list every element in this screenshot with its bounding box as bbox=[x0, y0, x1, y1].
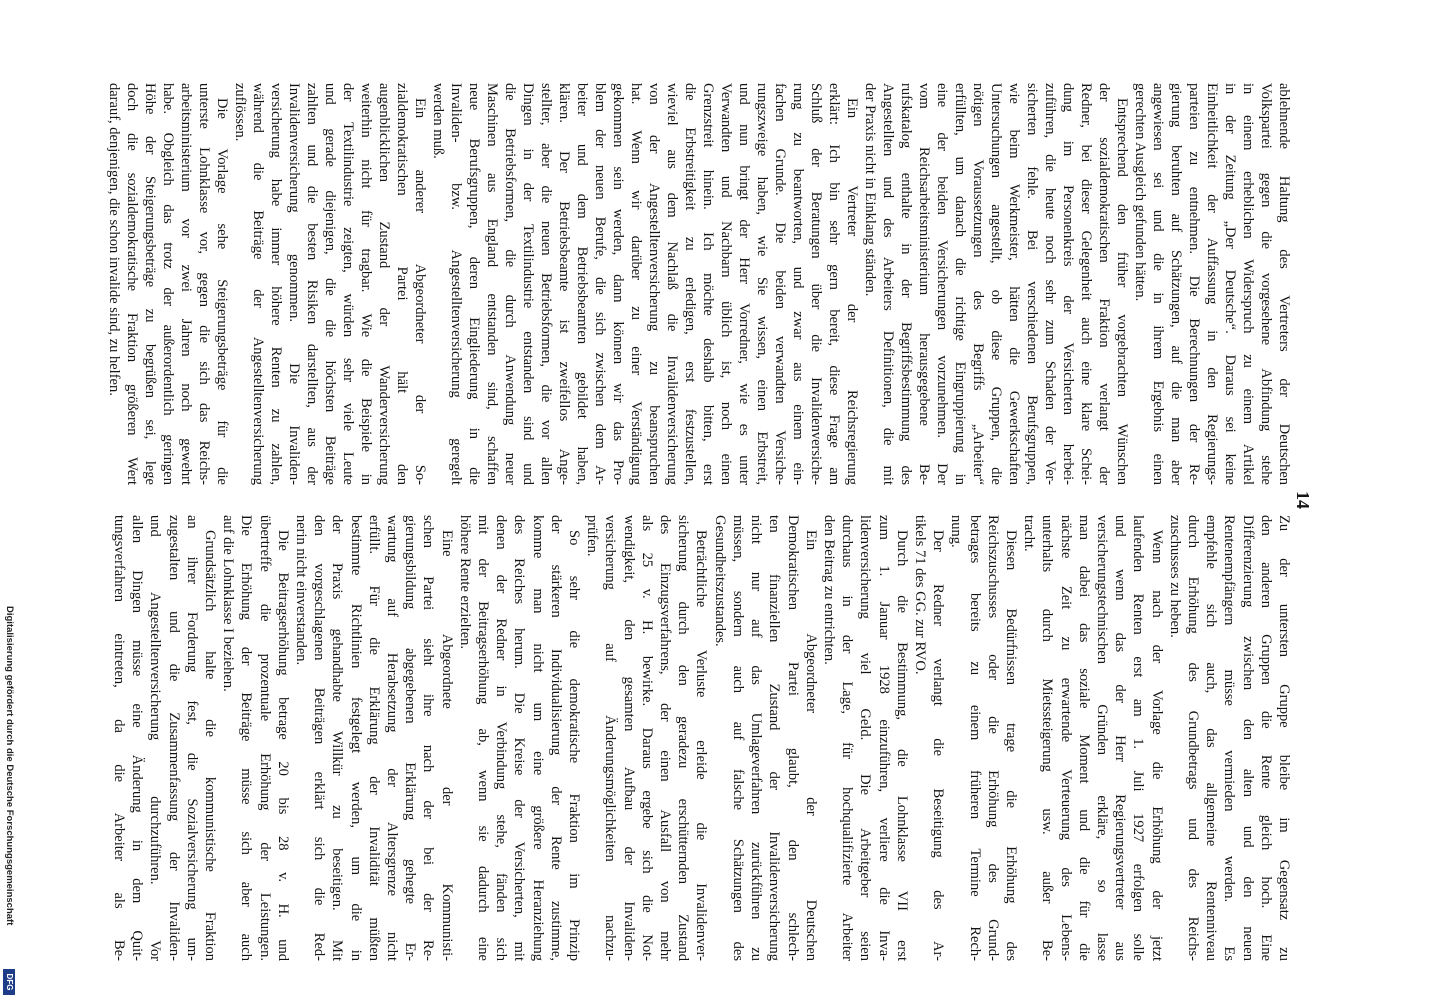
text-line: nerin nicht einverstanden. bbox=[293, 515, 310, 666]
text-line: während die Beiträge der Angestelltenversicherung bbox=[250, 83, 266, 485]
text-line: höhere Rente erzielten. bbox=[456, 515, 473, 650]
text-line: blem der neuen Berufe, die sich zwischen dem Ar- bbox=[592, 83, 608, 485]
text-line: rungszweige haben, wie Sie wissen, einen Erbstreit, bbox=[754, 83, 770, 485]
text-line: Invalidenversicherung genommen. Die Invaliden- bbox=[286, 83, 302, 485]
text-line: Ein Vertreter der Reichsregierung bbox=[844, 98, 860, 485]
text-line: Durch die Bestimmung, die Lohnklasse VII erst bbox=[893, 530, 910, 961]
text-line: fachen Grunde. Die beiden verwandten Versiche- bbox=[772, 83, 788, 485]
text-line: Die Beitragserhöhung betrage 20 bis 28 v. H. und bbox=[274, 530, 291, 961]
dfg-logo bbox=[3, 969, 15, 995]
text-line: Verwandten und Nachbarn üblich ist, noch einen bbox=[718, 83, 734, 485]
text-line: rufskatalog enthalte in der Begriffsbestimmung des bbox=[898, 83, 914, 485]
text-line: wie beim Werkmeister, hätten die Gewerkschaften bbox=[1006, 83, 1022, 485]
text-line: eine der beiden Versicherungen vorzunehmen. Der bbox=[934, 83, 950, 485]
text-line: zugestalten und die Zusammenfassung der Invaliden- bbox=[165, 515, 182, 961]
text-line: auf die Lohnklasse I beziehen. bbox=[220, 515, 237, 692]
text-line: sicherten fehle. Bei verschiedenen Berufsgruppen, bbox=[1024, 83, 1040, 485]
text-line: der stärkeren Individualisierung der Rente zustimme, bbox=[547, 515, 564, 961]
paragraph bbox=[219, 515, 292, 961]
text-line: werden muß. bbox=[430, 83, 446, 159]
text-line: zum 1. Januar 1928 einzuführen, verliere die Inva- bbox=[875, 515, 892, 961]
text-line: erfüllt. Für die Erklärung der Invalidität müßten bbox=[365, 515, 382, 961]
text-line: Rentenempfängern müsse vermieden werden. Es bbox=[1221, 515, 1238, 961]
text-line: der Praxis gehandhabte Willkür zu beseitigen. Mit bbox=[329, 515, 346, 961]
text-line: Höhe der Steigerungsbeträge zu begrüßen sei, lege bbox=[142, 83, 158, 485]
paragraph bbox=[105, 83, 231, 485]
text-line: Redner, bei dieser Gelegenheit auch eine klare Schei- bbox=[1078, 83, 1094, 485]
text-line: zuschusses zu heben. bbox=[1166, 515, 1183, 638]
text-line: Demokratischen Partei glaubt, den schlech- bbox=[784, 515, 801, 961]
text-line: Volkspartei gegen die vorgesehene Abfindung stehe bbox=[1258, 83, 1274, 485]
text-line: nung. bbox=[948, 515, 965, 548]
text-line: lidenversicherung viel Geld. Die Arbeitgeber seien bbox=[857, 515, 874, 961]
text-line: ablehnende Haltung des Vertreters der Deutschen bbox=[1276, 83, 1292, 485]
digitization-credit: Digitalisierung gefördert durch die Deutsche Forschungsgemeinschaft bbox=[4, 606, 15, 926]
text-line: Diesen Bedürfnissen trage die Erhöhung des bbox=[1002, 530, 1019, 961]
paragraph bbox=[711, 515, 820, 961]
page-number: 14 bbox=[1293, 491, 1313, 509]
text-line: angewiesen sei und die in ihrem Ergebnis einen bbox=[1150, 83, 1166, 485]
text-line: Die Vorlage sehe Steigerungsbeträge für die bbox=[214, 98, 230, 485]
text-line: nötigen Voraussetzungen des Begriffs „Arbeiter“ bbox=[970, 83, 986, 485]
text-line: und gerade diejenigen, die die höchsten Beiträge bbox=[322, 83, 338, 485]
text-line: Zu der untersten Gruppe bleibe im Gegensatz zu bbox=[1276, 515, 1292, 961]
paragraph bbox=[1020, 515, 1166, 961]
text-line: durchaus in der Lage, für hochqualifizierte Arbeiter bbox=[839, 515, 856, 961]
text-line: So sehr die demokratische Fraktion im Prinzip bbox=[566, 530, 583, 961]
text-line: gerechten Ausgleich gefunden hätten. bbox=[1132, 83, 1148, 302]
text-line: Dingen in der Textilindustrie entstanden sind und bbox=[520, 83, 536, 485]
text-line: Reichszuschusses oder die Erhöhung des Grund- bbox=[984, 515, 1001, 961]
text-line: tikels 71 des GG. zur RVO. bbox=[911, 515, 928, 675]
paragraph bbox=[1131, 83, 1293, 485]
text-line: müssen, sondern auch auf falsche Schätzungen des bbox=[729, 515, 746, 961]
text-line: sicherung durch den geradezu erschütternden Zustand bbox=[675, 515, 692, 961]
text-line: Schluß der Beratungen über die Invalidenversiche- bbox=[808, 83, 824, 485]
text-line: des Reiches herum. Die Kreise der Versicherten, mit bbox=[511, 515, 528, 961]
text-line: Untersuchungen angestellt, ob diese Gruppen, die bbox=[988, 83, 1004, 485]
text-line: versicherung auf Änderungsmöglichkeiten nachzu- bbox=[602, 515, 619, 961]
text-line: wartung auf Herabsetzung der Altersgrenze nicht bbox=[384, 515, 401, 961]
text-line: der sozialdemokratischen Fraktion verlangt der bbox=[1096, 83, 1112, 485]
text-line: tungsverfahren eintreten, da die Arbeiter als Be- bbox=[111, 515, 127, 961]
paragraph bbox=[861, 83, 1131, 485]
text-line: zahlten und die besten Risiken darstellten, aus der bbox=[304, 83, 320, 485]
text-line: mit der Beitragserhöhung ab, wenn sie dadurch eine bbox=[475, 515, 492, 961]
text-line: des Einzugsverfahrens, der einen Ausfall von mehr bbox=[657, 515, 674, 961]
text-line: ten finanziellen Zustand der Invalidenversicherung bbox=[766, 515, 783, 961]
text-line: versicherungstechnischen Gründen erkläre, so lasse bbox=[1093, 515, 1110, 961]
text-line: durch Erhöhung des Grundbetrags und des Reichs- bbox=[1184, 515, 1201, 961]
text-line: der Textilindustrie zeigten, würden sehr viele Leute bbox=[340, 83, 356, 485]
paragraph bbox=[820, 515, 911, 961]
text-line: komme man nicht um eine größere Heranziehung bbox=[529, 515, 546, 961]
text-line: den Beitrag zu entrichten. bbox=[820, 515, 837, 665]
text-line: wieviel aus dem Nachlaß die Invalidenversicherung bbox=[664, 83, 680, 485]
text-line: der Praxis nicht in Einklang ständen. bbox=[862, 83, 878, 297]
text-line: laufenden Renten erst am 1. Juli 1927 erfolgen solle bbox=[1130, 515, 1147, 961]
text-line: klären. Der Betriebsbeamte ist zweifellos Ange- bbox=[556, 83, 572, 485]
text-line: gierung beruhten auf Schätzungen, auf die man aber bbox=[1168, 83, 1184, 485]
text-line: Wenn nach der Vorlage die Erhöhung der jetzt bbox=[1148, 530, 1165, 961]
text-line: zialdemokratischen Partei hält den bbox=[394, 83, 410, 485]
text-line: parteien zu entnehmen. Die Berechnungen der Re- bbox=[1186, 83, 1202, 485]
text-line: und Angestelltenversicherung durchzuführen. Vor bbox=[147, 515, 164, 961]
text-column-left bbox=[105, 83, 1293, 485]
text-line: als 25 v. H. bewirke. Daraus ergebe sich die Not- bbox=[638, 515, 655, 961]
text-line: schen Partei sieht ihre nach der bei der Re- bbox=[420, 515, 437, 961]
text-line: tracht. bbox=[1021, 515, 1038, 552]
text-line: hat. Wenn wir darüber zu einer Verständigung bbox=[628, 83, 644, 485]
dfg-logo-text: DFG bbox=[5, 973, 14, 991]
text-line: erklärt: Ich bin sehr gern bereit, diese Frage am bbox=[826, 83, 842, 485]
text-line: prüfen. bbox=[584, 515, 601, 557]
text-line: und nun bringt der Herr Vorredner, wie es unter bbox=[736, 83, 752, 485]
text-line: gierungsbildung abgegebenen Erklärung gehegte Er- bbox=[402, 515, 419, 961]
text-line: allen Dingen müsse eine Änderung in dem Quit- bbox=[129, 515, 146, 961]
paragraph bbox=[583, 515, 710, 961]
text-line: in einem erheblichen Widerspruch zu einem Artikel bbox=[1240, 83, 1256, 485]
paragraph bbox=[1166, 515, 1293, 961]
text-line: von der Angestelltenversicherung zu beanspruchen bbox=[646, 83, 662, 485]
text-line: zuführen, die heute noch sehr zum Schaden der Ver- bbox=[1042, 83, 1058, 485]
text-line: bestimmte Richtlinien festgelegt werden, um die in bbox=[347, 515, 364, 961]
text-line: Der Redner verlangt die Beseitigung des Ar- bbox=[930, 530, 947, 961]
text-line: den vorgeschlagenen Beiträgen erklärt sich die Red- bbox=[311, 515, 328, 961]
text-line: Maschinen aus England entstanden sind, schaffen bbox=[484, 83, 500, 485]
text-line: Entsprechend den früher vorgebrachten Wünschen bbox=[1114, 98, 1130, 485]
text-line: Invaliden- bzw. Angestelltenversicherung geregelt bbox=[448, 83, 464, 485]
text-line: rung zu beantworten, und zwar aus einem ein- bbox=[790, 83, 806, 485]
paragraph bbox=[911, 515, 947, 961]
text-line: Ein anderer Abgeordneter der So- bbox=[412, 98, 428, 485]
text-line: neue Berufsgruppen, deren Eingliederung in die bbox=[466, 83, 482, 485]
text-line: erfüllten, um danach die richtige Eingruppierung in bbox=[952, 83, 968, 485]
text-line: denen der Redner in Verbindung stehe, fänden sich bbox=[493, 515, 510, 961]
text-line: unterste Lohnklasse vor, gegen die sich das Reichs- bbox=[196, 83, 212, 485]
text-line: Eine Abgeordnete der Kommunisti- bbox=[438, 530, 455, 961]
paragraph bbox=[110, 515, 219, 961]
paragraph bbox=[429, 83, 861, 485]
paragraph bbox=[947, 515, 1020, 961]
text-line: die Erbstreitigkeit zu erledigen, erst festzustellen, bbox=[682, 83, 698, 485]
text-line: Angestellten und des Arbeiters Definitionen, die mit bbox=[880, 83, 896, 485]
text-line: empfehle sich auch, das allgemeine Rentenniveau bbox=[1203, 515, 1220, 961]
text-line: stellter, aber die neuen Betriebsformen, die vor allen bbox=[538, 83, 554, 485]
text-line: Gesundheitszustandes. bbox=[711, 515, 728, 647]
text-line: man dabei das soziale Moment und die für die bbox=[1075, 515, 1092, 961]
rotated-document-page bbox=[102, 83, 1312, 963]
paragraph bbox=[231, 83, 429, 485]
text-line: dung im Personenkreis der Versicherten herbei- bbox=[1060, 83, 1076, 485]
text-line: beiter und dem Betriebsbeamten gebildet haben, bbox=[574, 83, 590, 485]
text-line: in der Zeitung „Der Deutsche“. Daraus sei keine bbox=[1222, 83, 1238, 485]
text-line: nächste Zeit zu erwartende Verteuerung des Lebens- bbox=[1057, 515, 1074, 961]
text-line: weiterhin nicht für tragbar. Wie die Beispiele in bbox=[358, 83, 374, 485]
text-line: übertreffe die prozentuale Erhöhung der Leistungen. bbox=[256, 515, 273, 961]
text-line: Differenzierung zwischen den alten und den neuen bbox=[1239, 515, 1256, 961]
text-line: Beträchtliche Verluste erleide die Invalidenver- bbox=[693, 530, 710, 961]
text-line: nicht nur auf das Umlageverfahren zurückführen zu bbox=[748, 515, 765, 961]
paragraph bbox=[292, 515, 456, 961]
text-line: darauf, denjenigen, die schon invalide sind, zu helfen. bbox=[106, 83, 122, 396]
text-line: Grenzstreit hinein. Ich möchte deshalb bitten, erst bbox=[700, 83, 716, 485]
text-line: Die Erhöhung der Beiträge müsse sich aber auch bbox=[238, 515, 255, 961]
text-line: betrages bereits zu einem früheren Termine Rech- bbox=[966, 515, 983, 961]
text-line: arbeitsministerium vor zwei Jahren noch gewehrt bbox=[178, 83, 194, 485]
text-line: Einheitlichkeit der Auffassung in den Regierungs- bbox=[1204, 83, 1220, 485]
text-line: versicherung habe immer höhere Renten zu zahlen, bbox=[268, 83, 284, 485]
text-line: den anderen Gruppen die Rente gleich hoch. Eine bbox=[1257, 515, 1274, 961]
text-line: vom Reichsarbeitsministerium herausgegebene Be- bbox=[916, 83, 932, 485]
text-line: Grundsätzlich halte die kommunistische Fraktion bbox=[202, 530, 219, 961]
text-line: unterhalts durch Mietssteigerung usw. außer Be- bbox=[1039, 515, 1056, 961]
text-line: Ein Abgeordneter der Deutschen bbox=[802, 530, 819, 961]
text-column-right bbox=[110, 515, 1293, 961]
text-line: an ihrer Forderung fest, die Sozialversicherung um- bbox=[183, 515, 200, 961]
text-line: doch die sozialdemokratische Fraktion größeren Wert bbox=[124, 83, 140, 485]
text-line: zuflössen. bbox=[232, 83, 248, 142]
paragraph bbox=[456, 515, 583, 961]
text-line: die Betriebsformen, die durch Anwendung neuer bbox=[502, 83, 518, 485]
text-line: habe. Obgleich das trotz der außerordentlich geringen bbox=[160, 83, 176, 485]
text-line: wendigkeit, den gesamten Aufbau der Invaliden- bbox=[620, 515, 637, 961]
text-line: und wenn das der Herr Regierungsvertreter aus bbox=[1112, 515, 1129, 961]
text-line: gekommen sein werden, dann können wir das Pro- bbox=[610, 83, 626, 485]
text-line: augenblicklichen Zustand der Wanderversicherung bbox=[376, 83, 392, 485]
